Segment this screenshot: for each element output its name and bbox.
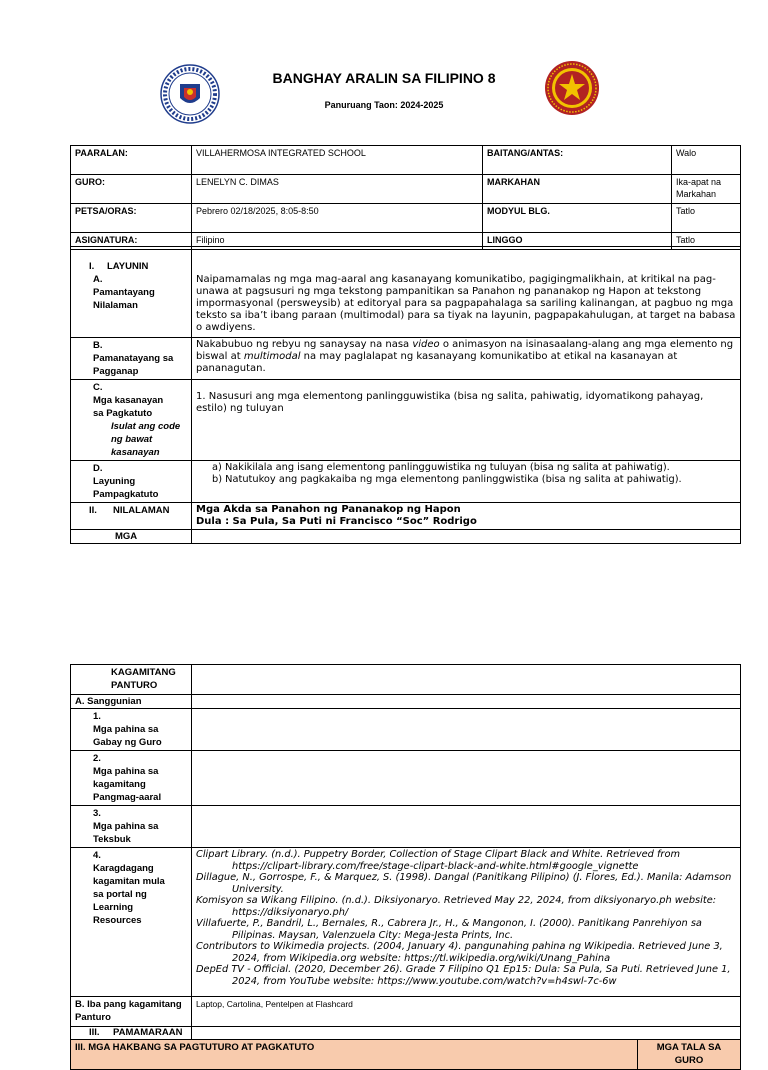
layunin-item: a) Nakikilala ang isang elementong panlingguwistika ng tuluyan (bisa ng salita at pahiwatig).: [212, 462, 670, 473]
guro-value: LENELYN C. DIMAS: [192, 175, 483, 204]
baitang-value: Walo: [672, 146, 741, 175]
row-pamantayang-nilalaman: [71, 247, 741, 338]
row-pamamaraan: [71, 1027, 741, 1040]
page-title: BANGHAY ARALIN SA FILIPINO 8: [272, 70, 496, 86]
nilalaman-heading: II. NILALAMAN: [89, 505, 170, 516]
markahan-value: Ika-apat na Markahan: [672, 175, 741, 204]
row-kagamitang-panturo: [71, 665, 741, 695]
asignatura-label: ASIGNATURA:: [71, 233, 192, 250]
row-petsa: [71, 204, 741, 233]
row-kasanayan: [71, 380, 741, 461]
reference-list: [192, 848, 741, 997]
lesson-plan-table-kagamitan: [70, 664, 741, 1070]
kasanayan-text: 1. Nasusuri ang mga elementong panlingguwistika (bisa ng salita, pahiwatig, idyomatikong pahayag, estilo) ng tuluyan: [192, 380, 741, 461]
iba-pang-kagamitan-label: B. Iba pang kagamitang Panturo: [71, 997, 192, 1027]
pamantayang-pagganap-text: Nakabubuo ng rebyu ng sanaysay na nasa video o animasyon na isinasaalang-alang ang mga elemento ng biswal at multimodal na may paglalapat ng kasanayang komunikatibo at etikal na kasanayan at pananagutan.: [192, 338, 741, 380]
nilalaman-text: Mga Akda sa Panahon ng Pananakop ng Hapon Dula : Sa Pula, Sa Puti ni Francisco “Soc” Rodrigo: [192, 503, 741, 530]
row-hakbang-header: [71, 1040, 741, 1070]
school-year: Panuruang Taon: 2024-2025: [324, 100, 444, 110]
teksbuk-label: Mga pahina sa Teksbuk: [93, 821, 159, 845]
row-gabay-guro: 1.Mga pahina sa Gabay ng Guro: [71, 709, 741, 751]
tala-sa-guro-header: MGA TALA SA GURO: [638, 1040, 741, 1070]
reference-item: Villafuerte, P., Bandril, L., Bernales, R., Cabrera Jr., H., & Mangonon, I. (2000). Panitikang Panrehiyon sa Pilipinas. Maysan, Valenzuela City: Mega-Jesta Prints, Inc.: [196, 918, 702, 941]
row-sanggunian: [71, 695, 741, 709]
baitang-label: BAITANG/ANTAS:: [483, 146, 672, 175]
layunin-item: b) Natutukoy ang pagkakaiba ng mga elementong panlinggwistika (bisa ng salita at pahiwatig).: [212, 474, 682, 485]
reference-item: DepEd TV - Official. (2020, December 26). Grade 7 Filipino Q1 Ep15: Dula: Sa Pula, Sa Puti. Retrieved June 1, 2024, from YouTube website: https://www.youtube.com/watch?v=h4swl-7c-6w: [196, 964, 731, 987]
pamantayang-nilalaman-text: Naipamamalas ng mga mag-aaral ang kasanayang komunikatibo, pagigingmalikhain, at kritikal na pag-unawa at pagsusuri ng mga tekstong pampanitikan sa Panahon ng pananakop ng Hapon at tekstong impormasyonal (persweysib) at editoryal para sa pagpapahalaga sa sariling kalinangan, at pagbuo ng mga teksto sa iba’t ibang paraan (multimodal) para sa tiyak na layunin, pagpapakahulugan, at target na babasa o awdiyens.: [192, 247, 741, 338]
mga-label: MGA: [115, 531, 138, 542]
linggo-label: LINGGO: [483, 233, 672, 250]
row-kagamitang-pangmag-aaral: 2.Mga pahina sa kagamitang Pangmag-aaral: [71, 751, 741, 806]
sanggunian-label: A. Sanggunian: [71, 695, 192, 709]
row-paaralan: [71, 146, 741, 175]
guro-label: GURO:: [71, 175, 192, 204]
row-mga: [71, 530, 741, 544]
linggo-value: Tatlo: [672, 233, 741, 250]
row-teksbuk: 3.Mga pahina sa Teksbuk: [71, 806, 741, 848]
kasanayan-label: C.Mga kasanayan sa Pagkatuto: [93, 382, 164, 419]
iba-pang-kagamitan-value: Laptop, Cartolina, Pentelpen at Flashcard: [192, 997, 741, 1027]
hakbang-header: III. MGA HAKBANG SA PAGTUTURO AT PAGKATUTO: [71, 1040, 638, 1070]
layunin-heading: I. LAYUNIN: [89, 261, 149, 272]
paaralan-value: VILLAHERMOSA INTEGRATED SCHOOL: [192, 146, 483, 175]
row-iba-pang-kagamitan: [71, 997, 741, 1027]
modyul-label: MODYUL BLG.: [483, 204, 672, 233]
row-nilalaman: [71, 503, 741, 530]
layuning-pampagkatuto-label: D.Layuning Pampagkatuto: [93, 463, 159, 500]
karagdagang-kagamitan-label: Karagdagang kagamitan mula sa portal ng Learning Resources: [93, 863, 165, 926]
gabay-guro-label: Mga pahina sa Gabay ng Guro: [93, 724, 162, 748]
row-pamantayang-pagganap: [71, 338, 741, 380]
pamamaraan-heading: III. PAMAMARAAN: [89, 1027, 183, 1038]
pamantayang-pagganap-label: B.Pamanatayang sa Pagganap: [93, 340, 174, 377]
kagamitang-panturo-label: KAGAMITANG PANTURO: [111, 667, 176, 691]
reference-item: Clipart Library. (n.d.). Puppetry Border, Collection of Stage Clipart Black and White. Retrieved from https://clipart-library.com/free/stage-clipart-black-and-white.html#google_vignette: [196, 849, 680, 872]
reference-item: Dillague, N., Gorrospe, F., & Marquez, S. (1998). Dangal (Panitikang Pilipino) (J. Flores, Ed.). Manila: Adamson University.: [196, 872, 732, 895]
row-guro: [71, 175, 741, 204]
row-layuning-pampagkatuto: [71, 461, 741, 503]
markahan-label: MARKAHAN: [483, 175, 672, 204]
reference-item: Contributors to Wikimedia projects. (2004, January 4). pangunahing pahina ng Wikipedia. Retrieved June 3, 2024, from Wikipedia.org website: https://tl.wikipedia.org/wiki/Unang_Pahina: [196, 941, 723, 964]
paaralan-label: PAARALAN:: [71, 146, 192, 175]
lesson-plan-table-layunin: [70, 246, 741, 544]
asignatura-value: Filipino: [192, 233, 483, 250]
row-karagdagang-kagamitan: 4.Karagdagang kagamitan mula sa portal ng Learning Resources Clipart Library. (n.d.). Puppetry Border, Collection of Stage Clipart Black and White. Retrieved from https://clipart-library.com/free/stage-clipart-black-and-white.html#google_vignette Dillague, N., Gorrospe, F., & Marquez, S. (1998). Dangal (Panitikang Pilipino) (J. Flores, Ed.). Manila: Adamson University. Komisyon sa Wikang Filipino. (n.d.). Diksiyonaryo. Retrieved May 22, 2024, from diksiyonaryo.ph website: https://diksiyonaryo.ph/ Villafuerte, P., Bandril, L., Bernales, R., Cabrera Jr., H., & Mangonon, I. (2000). Panitikang Panrehiyon sa Pilipinas. Maysan, Valenzuela City: Mega-Jesta Prints, Inc. Contributors to Wikimedia projects. (2004, January 4). pangunahing pahina ng Wikipedia. Retrieved June 3, 2024, from Wikipedia.org website: https://tl.wikipedia.org/wiki/Unang_Pahina DepEd TV - Official. (2020, December 26). Grade 7 Filipino Q1 Ep15: Dula: Sa Pula, Sa Puti. Retrieved June 1, 2024, from YouTube website: https://www.youtube.com/watch?v=h4swl-7c-6w: [71, 848, 741, 997]
petsa-value: Pebrero 02/18/2025, 8:05-8:50: [192, 204, 483, 233]
pangmag-aaral-label: Mga pahina sa kagamitang Pangmag-aaral: [93, 766, 162, 803]
reference-item: Komisyon sa Wikang Filipino. (n.d.). Diksiyonaryo. Retrieved May 22, 2024, from diksiyonaryo.ph website: https://diksiyonaryo.ph/: [196, 895, 717, 918]
modyul-value: Tatlo: [672, 204, 741, 233]
pamantayang-nilalaman-label: A.Pamantayang Nilalaman: [93, 274, 155, 311]
kasanayan-note: Isulat ang code ng bawat kasanayan: [111, 421, 181, 458]
lesson-plan-table-top: [70, 145, 741, 250]
layuning-pampagkatuto-list: [192, 461, 741, 503]
petsa-label: PETSA/ORAS:: [71, 204, 192, 233]
